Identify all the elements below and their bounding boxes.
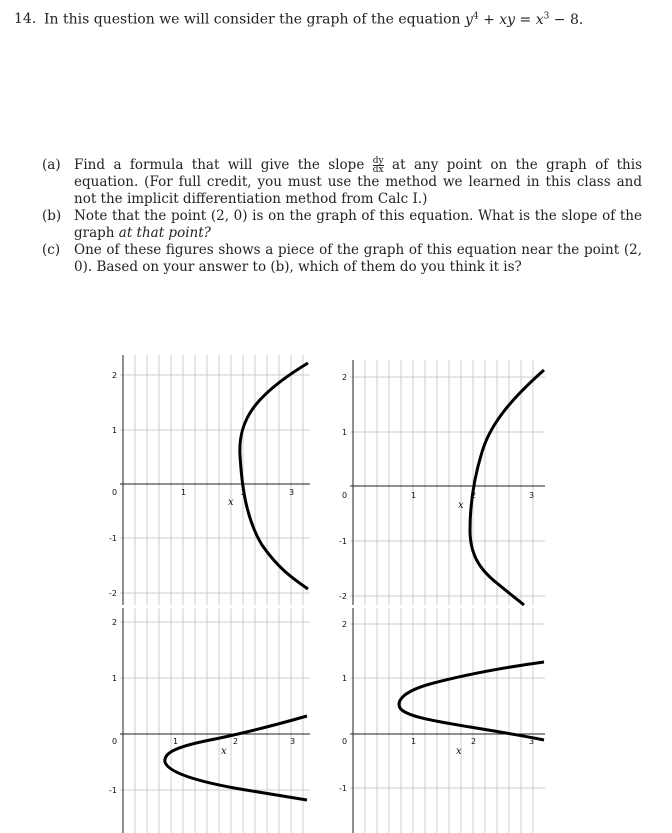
stem-text: In this question we will consider the graph of the equation — [44, 11, 461, 28]
br-xtick-3: 3 — [529, 737, 535, 746]
bl-xtick-3: 3 — [290, 737, 296, 746]
eq-minus8: − 8. — [549, 11, 584, 28]
bl-ytick-1: 1 — [112, 674, 118, 683]
bl-xtick-2: 2 — [233, 737, 239, 746]
br-curve — [399, 662, 544, 740]
question-number: 14. — [14, 11, 37, 27]
tr-ytick-neg2: -2 — [339, 592, 347, 601]
part-a-text-after: at any point on the graph of this equation. (For full credit, you must use the method we learned in this class and not the implicit differentiation method from Calc I.) — [74, 157, 643, 207]
part-b-label: (b) — [42, 208, 62, 224]
br-xtick-1: 1 — [411, 737, 417, 746]
tr-ytick-neg1: -1 — [339, 537, 347, 546]
tr-ytick-0: 0 — [342, 491, 348, 500]
br-x-axis-label: x — [456, 746, 462, 757]
tl-xtick-3: 3 — [289, 488, 295, 497]
eq-pow3: 3 — [543, 11, 550, 21]
part-a-label: (a) — [42, 157, 61, 173]
panel-bottom-right-grid — [350, 608, 545, 833]
br-ytick-1: 1 — [342, 674, 348, 683]
tr-xtick-3: 3 — [529, 491, 535, 500]
bl-x-axis-label: x — [221, 746, 227, 757]
panel-top-right — [339, 360, 545, 605]
br-ytick-neg1: -1 — [339, 784, 347, 793]
bl-ytick-2: 2 — [112, 618, 118, 627]
eq-pow4: 4 — [472, 11, 479, 21]
part-c-label: (c) — [42, 242, 61, 258]
panel-bottom-left-grid — [120, 608, 310, 833]
tl-curve — [240, 363, 308, 589]
tl-ytick-neg1: -1 — [109, 534, 117, 543]
part-c-text: One of these figures shows a piece of the graph of this equation near the point (2, 0). Based on your answer to (b), which of them do you think it is? — [74, 242, 642, 275]
panel-top-left — [109, 355, 310, 605]
part-b-text: Note that the point (2, 0) is on the graph of this equation. What is the slope of the graph — [74, 208, 642, 241]
tl-ytick-2: 2 — [112, 371, 118, 380]
br-ytick-2: 2 — [342, 620, 348, 629]
br-xtick-2: 2 — [471, 737, 477, 746]
tr-ytick-2: 2 — [342, 373, 348, 382]
panel-bottom-right — [339, 608, 545, 833]
tl-xtick-1: 1 — [181, 488, 187, 497]
tl-xtick-2: 2 — [241, 488, 247, 497]
part-a-text-before: Find a formula that will give the slope — [74, 157, 365, 173]
eq-middle: + xy = — [478, 11, 536, 28]
tl-ytick-0: 0 — [112, 488, 118, 497]
eq-x: x — [535, 11, 544, 28]
tr-xtick-2: 2 — [471, 491, 477, 500]
tl-ytick-1: 1 — [112, 426, 118, 435]
tl-ytick-neg2: -2 — [109, 589, 117, 598]
tr-ytick-1: 1 — [342, 428, 348, 437]
br-ytick-0: 0 — [342, 737, 348, 746]
part-b-emphasis: at that point? — [118, 224, 211, 241]
frac-numerator: dy — [372, 156, 384, 166]
panel-bottom-left — [109, 608, 310, 833]
bl-curve — [165, 716, 307, 800]
tr-x-axis-label: x — [458, 500, 464, 511]
bl-ytick-neg1: -1 — [109, 786, 117, 795]
eq-y: y — [464, 11, 473, 28]
tl-x-axis-label: x — [228, 497, 234, 508]
bl-xtick-1: 1 — [173, 737, 179, 746]
bl-ytick-0: 0 — [112, 737, 118, 746]
tr-xtick-1: 1 — [411, 491, 417, 500]
frac-denominator: dx — [372, 165, 384, 175]
